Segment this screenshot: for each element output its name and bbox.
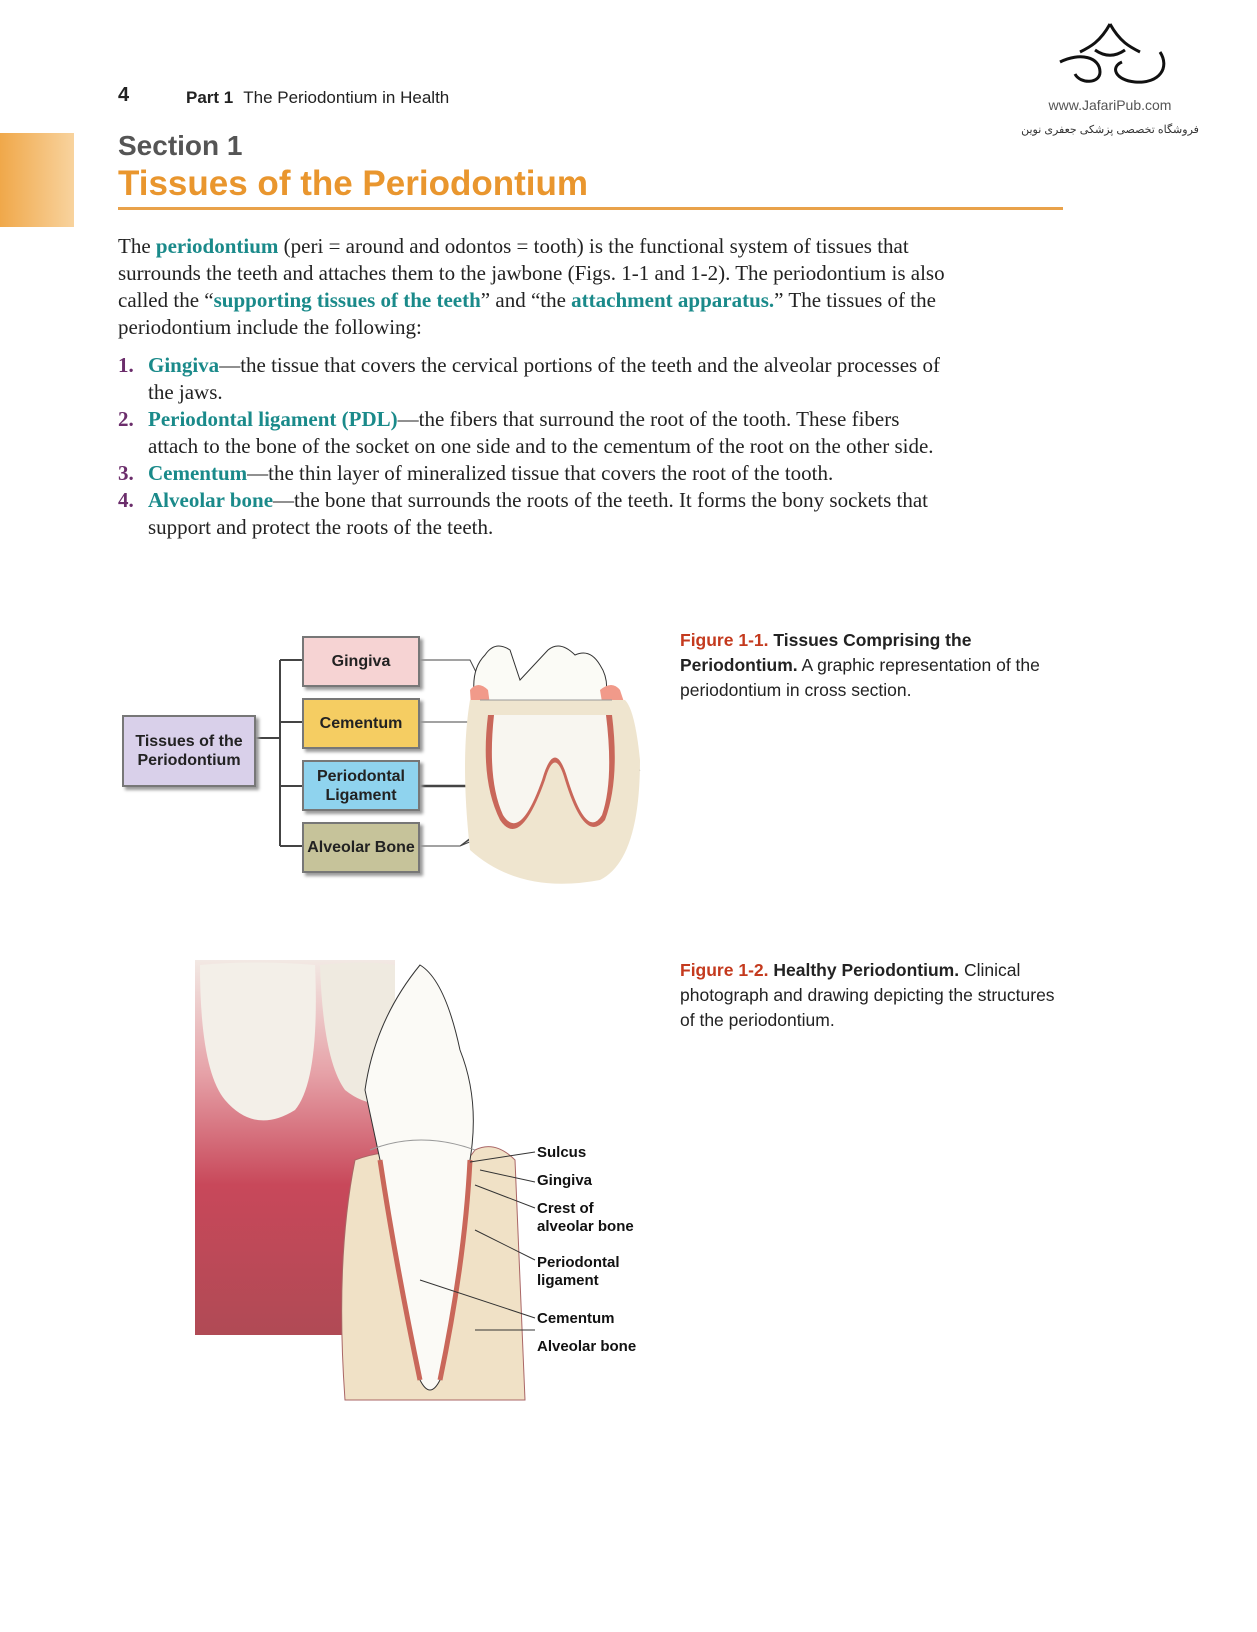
figure-caption-text: Clinical photograph and drawing depicting the structures of the periodontium. — [680, 960, 1055, 1030]
section-tab — [0, 133, 74, 227]
watermark-tagline: فروشگاه تخصصی پزشکی جعفری نوین — [1021, 124, 1199, 136]
list-item — [118, 487, 948, 541]
list-number: 2. — [118, 407, 134, 431]
title-rule — [118, 207, 1063, 210]
figure-title: Healthy Periodontium. — [773, 960, 960, 980]
list-term: Cementum — [148, 461, 248, 485]
text: ” The tissues of the periodontium include the following: — [118, 288, 936, 339]
list-term: Periodontal ligament (PDL) — [148, 407, 398, 431]
figure-1-2-leaders — [400, 1140, 540, 1360]
list-number: 4. — [118, 488, 134, 512]
list-text: —the fibers that surround the root of the tooth. These fibers attach to the bone of the socket on one side and to the cementum of the root on the other side. — [148, 407, 934, 458]
figure-label: Figure 1-1. — [680, 630, 769, 650]
figure-1-1-caption — [680, 628, 1060, 703]
figure-1-2-caption — [680, 958, 1060, 1033]
tissue-list — [118, 352, 948, 541]
list-item — [118, 352, 948, 406]
figure-title: Tissues Comprising the Periodontium. — [680, 630, 972, 675]
box-alveolar-bone: Alveolar Bone — [302, 822, 420, 873]
term-periodontium: periodontium — [155, 234, 279, 258]
label-crest-alveolar-bone: Crest of alveolar bone — [537, 1200, 634, 1235]
text: ” and “the — [480, 288, 572, 312]
list-text: —the thin layer of mineralized tissue that covers the root of the tooth. — [247, 461, 834, 485]
list-term: Gingiva — [148, 353, 220, 377]
list-text: —the tissue that covers the cervical portions of the teeth and the alveolar processes of the jaws. — [148, 353, 940, 404]
section-label: Section 1 — [118, 130, 243, 161]
box-cementum: Cementum — [302, 698, 420, 749]
running-header — [186, 88, 449, 108]
figure-label: Figure 1-2. — [680, 960, 769, 980]
part-label: Part 1 — [186, 88, 234, 107]
list-number: 3. — [118, 461, 134, 485]
publisher-logo-icon — [1040, 22, 1180, 92]
section-title: Tissues of the Periodontium — [118, 164, 588, 203]
label-gingiva: Gingiva — [537, 1172, 593, 1189]
molar-tooth-illustration — [465, 646, 640, 884]
publisher-watermark — [1010, 22, 1210, 136]
list-term: Alveolar bone — [148, 488, 274, 512]
intro-paragraph — [118, 233, 978, 341]
text: (peri = around and odontos = tooth) is the functional system of tissues that surrounds the teeth and attaches them to the jawbone (Figs. 1-1 and 1-2). The periodontium is also called the “ — [118, 234, 945, 312]
list-number: 1. — [118, 353, 134, 377]
text: The — [118, 234, 156, 258]
term-attachment-apparatus: attachment apparatus. — [571, 288, 775, 312]
part-title: The Periodontium in Health — [243, 88, 450, 107]
figure-caption-text: A graphic representation of the periodontium in cross section. — [680, 655, 1040, 700]
list-text: —the bone that surrounds the roots of the teeth. It forms the bony sockets that support and protect the roots of the teeth. — [148, 488, 928, 539]
term-supporting-tissues: supporting tissues of the teeth — [213, 288, 481, 312]
label-alveolar-bone: Alveolar bone — [537, 1338, 637, 1355]
page-number: 4 — [118, 84, 130, 106]
list-item — [118, 406, 948, 460]
label-cementum: Cementum — [537, 1310, 615, 1327]
box-periodontal-ligament: Periodontal Ligament — [302, 760, 420, 811]
box-gingiva: Gingiva — [302, 636, 420, 687]
label-sulcus: Sulcus — [537, 1144, 587, 1161]
watermark-url: www.JafariPub.com — [1048, 97, 1172, 113]
list-item — [118, 460, 948, 487]
label-periodontal-ligament: Periodontal ligament — [537, 1254, 620, 1289]
root-box: Tissues of the Periodontium — [122, 715, 256, 787]
